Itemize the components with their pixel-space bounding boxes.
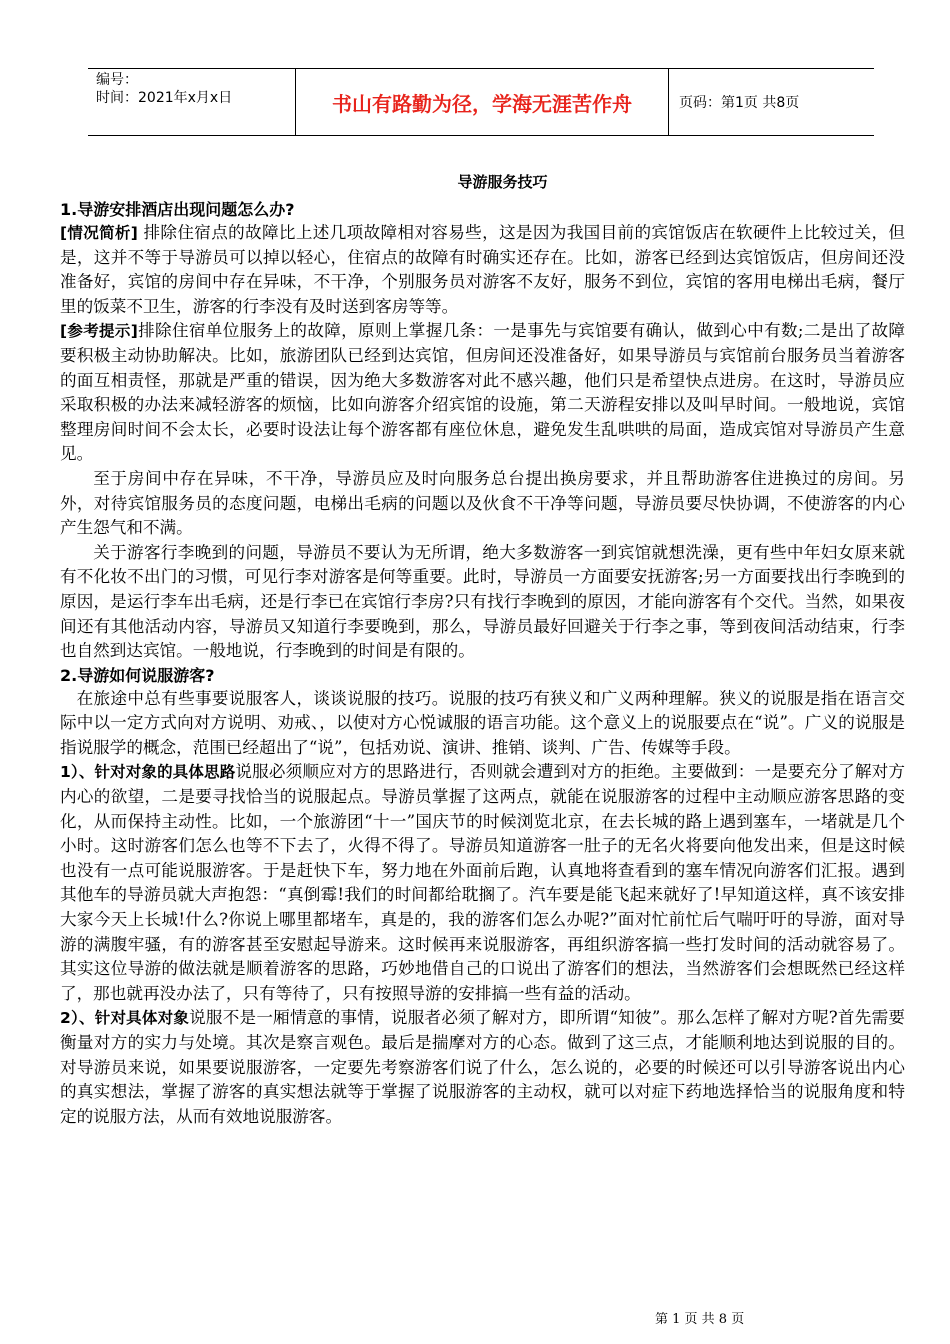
point1-text: 说服必须顺应对方的思路进行，否则就会遭到对方的拒绝。主要做到：一是要充分了解对方内心的欲望，二是要寻找恰当的说服起点。导游员掌握了这两点，就能在说服游客的过程中主动顺应游客思路的变化，从而保持主动性。比如，一个旅游团“十一”国庆节的时候浏览北京，在去长城的路上遇到塞车，一堵就是几个小时。这时游客们怎么也等不下去了，火得不得了。导游员知道游客一肚子的无名火将要向他发出来，但是这时候也没有一点可能说服游客。于是赶快下车，努力地在外面前后跑，认真地将查看到的塞车情况向游客们汇报。遇到其他车的导游员就大声抱怨：“真倒霉!我们的时间都给耽搁了。汽车要是能飞起来就好了!早知道这样，真不该安排大家今天上长城!什么?你说上哪里都堵车，真是的，我的游客们怎么办呢?”面对忙前忙后气喘吁吁的导游，面对导游的满腹牢骚，有的游客甚至安慰起导游来。这时候再来说服游客，再组织游客搞一些打发时间的活动就容易了。其实这位导游的做法就是顺着游客的思路，巧妙地借自己的口说出了游客们的想法，当然游客们会想既然已经这样了，那也就再没办法了，只有等待了，只有按照导游的安排搞一些有益的活动。 xyxy=(60,762,905,1003)
point1-paragraph xyxy=(60,760,905,1006)
tips-text: 排除住宿单位服务上的故障，原则上掌握几条：一是事先与宾馆要有确认，做到心中有数;二是出了故障要积极主动协助解决。比如，旅游团队已经到达宾馆，但房间还没准备好，如果导游员与宾馆前台服务员当着游客的面互相责怪，那就是严重的错误，因为绝大多数游客对此不感兴趣，他们只是希望快点进房。在这时，导游员应采取积极的办法来减轻游客的烦恼，比如向游客介绍宾馆的设施，第二天游程安排以及叫早时间。一般地说，宾馆整理房间时间不会太长，必要时设法让每个游客都有座位休息，避免发生乱哄哄的局面，造成宾馆对导游员产生意见。 xyxy=(60,321,905,464)
document-body xyxy=(60,168,905,1129)
time-label: 时间：2021年x月x日 xyxy=(96,90,233,106)
section1-heading: 1.导游安排酒店出现问题怎么办? xyxy=(60,200,295,219)
page-footer: 第 1 页 共 8 页 xyxy=(655,1312,745,1327)
point2-text: 说服不是一厢情意的事情，说服者必须了解对方，即所谓“知彼”。那么怎样了解对方呢?首先需要衡量对方的实力与处境。其次是察言观色。最后是揣摩对方的心态。做到了这三点，才能顺利地达到说服的目的。对导游员来说，如果要说服游客，一定要先考察游客们说了什么，怎么说的，必要的时候还可以引导游客说出内心的真实想法，掌握了游客的真实想法就等于掌握了说服游客的主动权，就可以对症下药地选择恰当的说服角度和特定的说服方法，从而有效地说服游客。 xyxy=(60,1008,905,1126)
tips-label: [参考提示] xyxy=(60,322,138,341)
header-meta xyxy=(88,69,295,135)
point1-label: 1）、针对对象的具体思路 xyxy=(60,763,236,782)
analysis-label: [情况简析] xyxy=(60,224,138,242)
section2-heading: 2.导游如何说服游客? xyxy=(60,665,215,685)
tips-paragraph xyxy=(60,319,905,467)
number-label: 编号： xyxy=(96,72,138,88)
motto: 书山有路勤为径，学海无涯苦作舟 xyxy=(295,69,669,135)
analysis-paragraph xyxy=(60,221,905,319)
point2-label: 2）、针对具体对象 xyxy=(60,1009,190,1028)
luggage-paragraph: 关于游客行李晚到的问题，导游员不要认为无所谓，绝大多数游客一到宾馆就想洗澡，更有些中年妇女原来就有不化妆不出门的习惯，可见行李对游客是何等重要。此时，导游员一方面要安抚游客;另一方面要找出行李晚到的原因，是运行李车出毛病，还是行李已在宾馆行李房?只有找行李晚到的原因，才能向游客有个交代。当然，如果夜间还有其他活动内容，导游员又知道行李要晚到，那么，导游员最好回避关于行李之事，等到夜间活动结束，行李也自然到达宾馆。一般地说，行李晚到的时间是有限的。 xyxy=(60,542,905,661)
page-info: 页码：第1页 共8页 xyxy=(679,95,800,111)
point2-paragraph xyxy=(60,1006,905,1129)
room-issue-paragraph: 至于房间中存在异味，不干净，导游员应及时向服务总台提出换房要求，并且帮助游客住进换过的房间。另外，对待宾馆服务员的态度问题，电梯出毛病的问题以及伙食不干净等问题，导游员要尽快协调，不使游客的内心产生怨气和不满。 xyxy=(60,468,905,538)
header-table xyxy=(88,68,874,136)
document-title: 导游服务技巧 xyxy=(457,173,548,191)
persuasion-intro: 在旅途中总有些事要说服客人，谈谈说服的技巧。说服的技巧有狭义和广义两种理解。狭义的说服是指在语言交际中以一定方式向对方说明、劝戒、，以使对方心悦诚服的语言功能。这个意义上的说服要点在“说”。广义的说服是指说服学的概念，范围已经超出了“说”，包括劝说、演讲、推销、谈判、广告、传媒等手段。 xyxy=(60,688,905,757)
analysis-text: 排除住宿点的故障比上述几项故障相对容易些，这是因为我国目前的宾馆饭店在软硬件上比较过关，但是，这并不等于导游员可以掉以轻心，住宿点的故障有时确实还存在。比如，游客已经到达宾馆饭店，但房间还没准备好，宾馆的房间中存在异味，不干净，个别服务员对游客不友好，服务不到位，宾馆的客用电梯出毛病，餐厅里的饭菜不卫生，游客的行李没有及时送到客房等等。 xyxy=(60,223,905,316)
